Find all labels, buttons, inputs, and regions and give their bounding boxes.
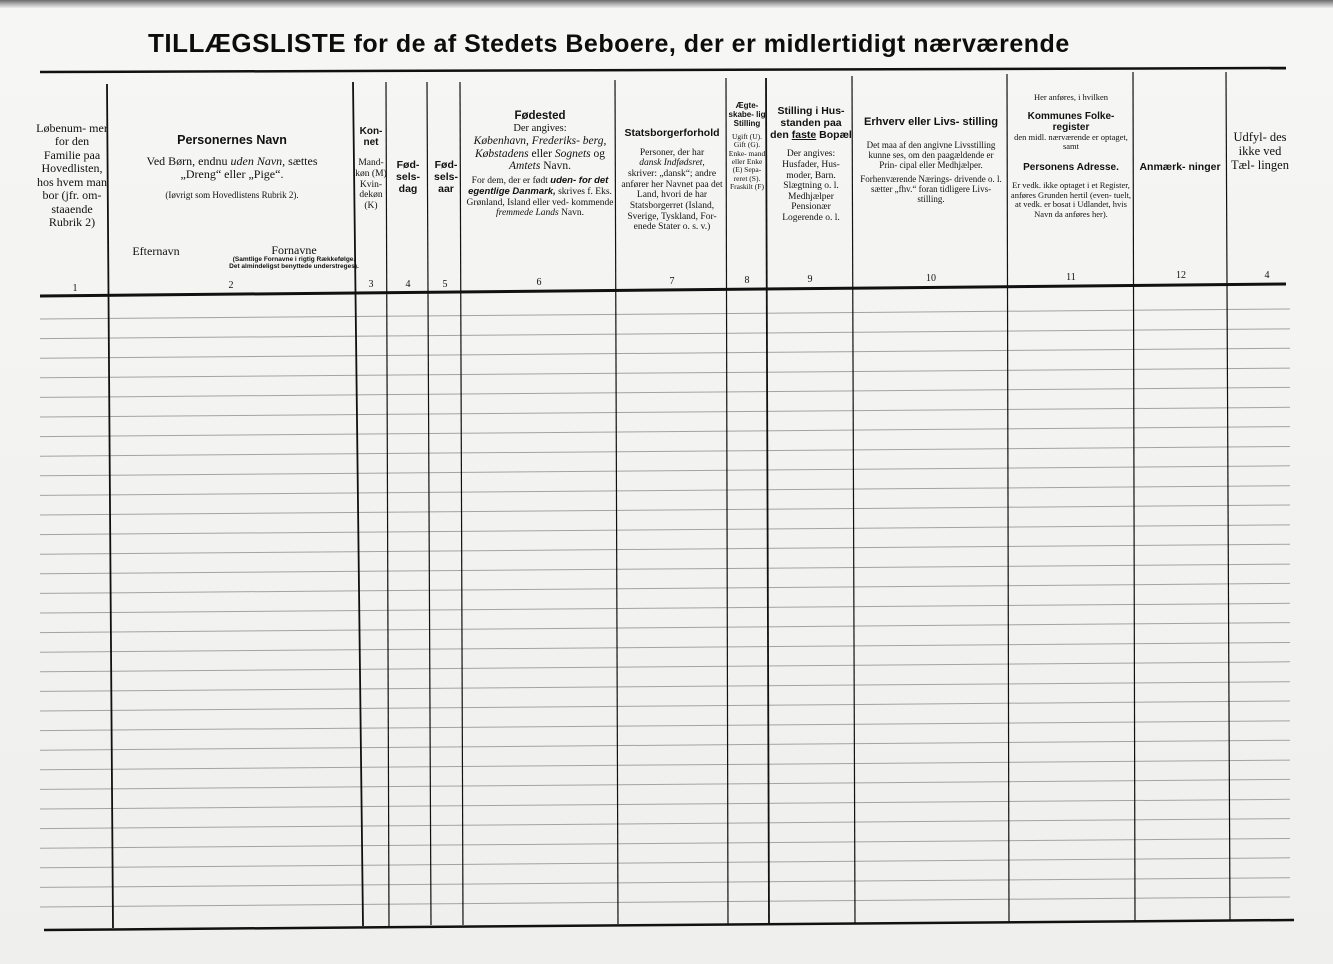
col-birthplace-italic1: København, Frederiks- berg, Købstadens xyxy=(473,134,607,160)
col-birthplace-line1: Der angives: xyxy=(513,122,567,134)
ruled-row-line xyxy=(40,662,1290,672)
col-occupation-header xyxy=(860,116,1002,204)
column-divider xyxy=(427,82,431,925)
col-firstnames-note: (Samtlige Fornavne i rigtig Rækkefølge. Det almindeligst benyttede understreges). xyxy=(229,256,359,271)
col-names-heading: Personernes Navn xyxy=(177,133,287,147)
col-family-number-header xyxy=(36,122,108,230)
col-names-line2: „Dreng“ eller „Pige“. xyxy=(180,167,284,182)
ruled-row-line xyxy=(40,740,1290,750)
ruled-row-line xyxy=(40,447,1290,457)
ruled-row-line xyxy=(40,701,1290,711)
col-birthplace-italic2: Sognets xyxy=(554,147,591,160)
col-household-heading1: Stilling i Hus- standen paa den xyxy=(770,105,845,141)
col-register-header xyxy=(1010,93,1132,219)
col-number-1: 1 xyxy=(72,283,78,294)
col-remarks-heading: Anmærk- ninger xyxy=(1139,161,1221,173)
col-number-4: 4 xyxy=(405,279,411,290)
col-surname-subheader xyxy=(118,245,194,258)
col-birthyear-header xyxy=(430,160,462,195)
col-occupation-para1: Det maa af den angivne Livsstilling kunne ses, om den paagældende er Prin- cipal eller Medhjælper. xyxy=(866,140,996,171)
col-marital-text: Ugift (U). Gift (G). Enke- mand eller Enke (E) Sepa- reret (S). Fraskilt (F) xyxy=(728,131,766,192)
col-citizenship-line1: Personer, der har xyxy=(639,147,705,158)
ruled-row-line xyxy=(40,839,1290,849)
ruled-row-line xyxy=(40,407,1290,417)
col-family-number-text: Løbenum- mer for den Familie paa Hovedlisten, hos hvem man bor (jfr. om- staaende Rubrik 2) xyxy=(36,121,108,230)
column-divider xyxy=(1133,72,1135,921)
col-birthplace-para2d: fremmede Lands xyxy=(495,208,559,219)
col-citizenship-heading: Statsborgerforhold xyxy=(624,127,720,139)
col-register-line2: den midl. nærværende er optaget, samt xyxy=(1014,131,1128,152)
ruled-row-line xyxy=(40,348,1290,358)
ruled-row-line xyxy=(40,387,1290,397)
col-marital-heading: Ægte- skabe- lig Stilling xyxy=(728,101,766,128)
col-birthplace-italic3: Amtets xyxy=(509,160,541,173)
ruled-row-line xyxy=(40,525,1290,535)
form-title-strong: TILLÆGSLISTE xyxy=(148,28,347,58)
col-occupation-heading: Erhverv eller Livs- stilling xyxy=(864,116,998,128)
col-citizenship-italic1: dansk Indfødsret, xyxy=(639,158,705,169)
col-household-header xyxy=(770,106,852,224)
col-register-line1: Her anføres, i hvilken xyxy=(1033,92,1109,102)
col-surname-label: Efternavn xyxy=(132,244,180,258)
col-citizenship-header xyxy=(618,128,726,233)
form-title-rest: for de af Stedets Beboere, der er midlertidigt nærværende xyxy=(353,30,1070,58)
col-birthday-heading: Fød- sels- dag xyxy=(396,159,420,195)
col-birthplace-heading: Fødested xyxy=(514,110,566,122)
ruled-row-line xyxy=(40,427,1290,437)
ruled-row-line xyxy=(40,583,1290,593)
col-household-text: Der angives: Husfader, Hus- moder, Barn. Slægtning o. l. Medhjælper Pensionær Logerende o. l. xyxy=(782,149,840,223)
col-number-12: 12 xyxy=(1176,270,1186,281)
col-marital-header xyxy=(727,102,767,192)
col-number-9: 9 xyxy=(807,274,813,285)
col-number-10: 10 xyxy=(926,273,936,284)
ruled-row-line xyxy=(40,819,1290,829)
ruled-row-line xyxy=(40,858,1290,868)
col-remarks-header xyxy=(1136,162,1224,174)
ruled-row-line xyxy=(40,486,1290,496)
col-names-line1-end: sættes xyxy=(288,154,318,168)
col-names-line1: Ved Børn, endnu xyxy=(146,154,228,168)
col-firstnames-subheader xyxy=(228,244,360,271)
ruled-row-line xyxy=(40,721,1290,731)
col-sex-text: Mand- køn (M) Kvin- dekøn (K) xyxy=(355,158,387,211)
ruled-row-line xyxy=(40,466,1290,476)
ruled-row-line xyxy=(40,799,1290,809)
col-register-heading1: Kommunes Folke- register xyxy=(1027,110,1115,133)
col-birthplace-para2c: skrives f. Eks. Grønland, Island eller ved- kommende xyxy=(466,186,614,208)
col-not-filled-text: Udfyl- des ikke ved Tæl- lingen xyxy=(1231,130,1289,172)
col-birthplace-header xyxy=(466,110,614,219)
col-number-6: 6 xyxy=(536,277,542,288)
col-occupation-para2: Forhenværende Nærings- drivende o. l. sætter „fhv.“ foran tidligere Livs- stilling. xyxy=(860,173,1002,204)
column-divider xyxy=(1226,72,1230,920)
col-register-para: Er vedk. ikke optaget i et Register, anføres Grunden hertil (even- tuelt, at vedk. er bosat i Udlandet, hvis Navn da anføres her). xyxy=(1010,180,1132,219)
col-sex-header xyxy=(354,126,388,212)
column-divider xyxy=(1007,74,1009,922)
col-number-7: 7 xyxy=(669,276,675,287)
col-citizenship-rest: skriver: „dansk“; andre anfører her Navnet paa det Land, hvori de har Statsborgerret (Island, Sverige, Tyskland, For- enede Stater o. s. v.) xyxy=(621,169,723,233)
ruled-row-line xyxy=(40,878,1290,888)
column-divider xyxy=(852,76,855,923)
ruled-row-line xyxy=(40,564,1290,574)
col-names-note: (Iøvrigt som Hovedlistens Rubrik 2). xyxy=(165,189,299,200)
ruled-row-line xyxy=(40,779,1290,789)
ruled-row-line xyxy=(40,760,1290,770)
col-birthplace-para2a: For dem, der er født xyxy=(471,176,548,187)
col-number-2: 2 xyxy=(228,280,234,291)
col-sex-heading: Kon- net xyxy=(359,126,383,149)
ruled-row-line xyxy=(40,544,1290,554)
column-divider xyxy=(726,78,728,924)
col-names-header xyxy=(114,133,350,200)
col-birthplace-para2e: Navn. xyxy=(561,208,585,219)
ruled-row-line xyxy=(40,603,1290,613)
col-birthplace-navn: Navn. xyxy=(543,160,571,173)
col-number-13: 4 xyxy=(1264,270,1270,281)
col-number-11: 11 xyxy=(1066,272,1076,283)
col-number-5: 5 xyxy=(442,279,448,290)
col-birthplace-og: og xyxy=(593,147,605,160)
ruled-row-line xyxy=(40,643,1290,653)
ruled-row-line xyxy=(40,623,1290,633)
col-names-line1-italic: uden Navn, xyxy=(230,154,286,168)
col-birthyear-heading: Fød- sels- aar xyxy=(434,159,458,195)
col-not-filled-header xyxy=(1230,130,1290,172)
col-household-heading-underlined: faste xyxy=(791,128,817,141)
ruled-row-line xyxy=(40,505,1290,515)
col-firstnames-label: Fornavne xyxy=(271,243,317,257)
ruled-row-line xyxy=(40,682,1290,692)
ruled-row-line xyxy=(40,897,1290,907)
column-divider xyxy=(460,82,463,925)
ruled-row-line xyxy=(40,309,1290,319)
col-register-heading2: Personens Adresse. xyxy=(1023,161,1119,173)
col-household-heading2: Bopæl xyxy=(819,128,852,141)
col-number-8: 8 xyxy=(744,275,750,286)
col-number-3: 3 xyxy=(368,279,374,290)
col-birthday-header xyxy=(390,160,426,195)
col-birthplace-eller: eller xyxy=(531,147,552,160)
column-divider xyxy=(766,78,769,924)
ruled-row-line xyxy=(40,368,1290,378)
col-birthplace-para2b: uden- for det egentlige Danmark, xyxy=(468,175,609,197)
ruled-row-line xyxy=(40,329,1290,339)
